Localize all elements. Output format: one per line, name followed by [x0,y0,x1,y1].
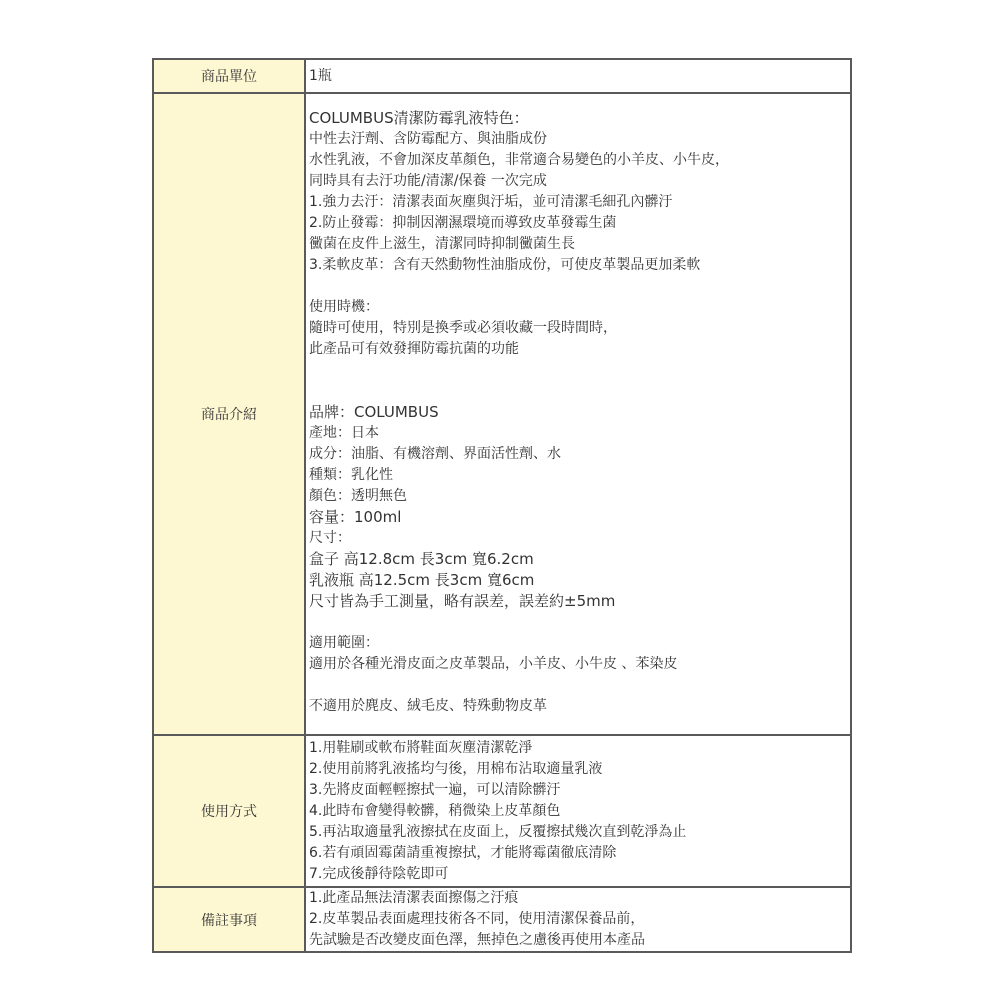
spec-origin: 產地：日本 [309,425,379,441]
features-line: 中性去汙劑、含防霉配方、與油脂成份 [309,131,547,147]
notes-label: 備註事項 [153,887,305,952]
features-line: 1.強力去汙：清潔表面灰塵與汙垢，並可清潔毛細孔內髒汙 [309,194,673,210]
spec-ingredients: 成分：油脂、有機溶劑、界面活性劑、水 [309,446,561,462]
spacer [309,276,850,297]
usage-step: 1.用鞋刷或軟布將鞋面灰塵清潔乾淨 [309,739,533,756]
features-line: 3.柔軟皮革：含有天然動物性油脂成份，可使皮革製品更加柔軟 [309,257,701,273]
features-block [309,108,850,276]
spec-row-usage [153,735,851,887]
intro-value [305,93,851,735]
features-title: COLUMBUS清潔防霉乳液特色： [309,109,529,127]
timing-block [309,297,850,360]
spec-row-intro [153,93,851,735]
usage-step: 3.先將皮面輕輕擦拭一遍，可以清除髒汙 [309,781,561,798]
spec-box-size: 盒子 高12.8cm 長3cm 寬6.2cm [309,550,534,568]
timing-line: 隨時可使用，特別是換季或必須收藏一段時間時， [309,320,617,336]
spacer [309,675,850,696]
features-line: 2.防止發霉：抑制因潮濕環境而導致皮革發霉生菌 [309,215,617,231]
spacer [309,360,850,402]
usage-step: 2.使用前將乳液搖均勻後，用棉布沾取適量乳液 [309,760,603,777]
usage-step: 4.此時布會變得較髒，稍微染上皮革顏色 [309,802,561,819]
spec-color: 顏色：透明無色 [309,488,407,504]
scope-block [309,633,850,675]
note-line: 2.皮革製品表面處理技術各不同，使用清潔保養品前， [309,911,645,927]
usage-step: 6.若有頑固霉菌請重複擦拭，才能將霉菌徹底清除 [309,844,617,861]
spec-bottle-size: 乳液瓶 高12.5cm 長3cm 寬6cm [309,571,535,589]
unit-label: 商品單位 [153,59,305,93]
usage-label: 使用方式 [153,735,305,887]
notes-value [305,887,851,952]
unit-value [305,59,851,93]
timing-line: 此產品可有效發揮防霉抗菌的功能 [309,341,519,357]
features-line: 水性乳液，不會加深皮革顏色，非常適合易變色的小羊皮、小牛皮， [309,152,729,168]
spec-type: 種類：乳化性 [309,467,393,483]
features-line: 同時具有去汙功能/清潔/保養 一次完成 [309,173,547,189]
timing-title: 使用時機： [309,299,379,315]
usage-step: 7.完成後靜待陰乾即可 [309,865,449,882]
features-line: 黴菌在皮件上滋生，清潔同時抑制黴菌生長 [309,236,575,252]
scope-line: 適用於各種光滑皮面之皮革製品，小羊皮、小牛皮 、苯染皮 [309,656,678,672]
unsuitable-line: 不適用於麂皮、絨毛皮、特殊動物皮革 [309,698,547,714]
note-line: 1.此產品無法清潔表面擦傷之汙痕 [309,890,519,906]
note-line: 先試驗是否改變皮面色澤，無掉色之慮後再使用本產品 [309,932,645,948]
product-spec-table [152,58,852,953]
spacer [309,612,850,633]
spec-row-unit [153,59,851,93]
intro-label: 商品介紹 [153,93,305,735]
usage-value [305,735,851,887]
spec-block [309,402,850,612]
scope-title: 適用範圍： [309,635,379,651]
unit-value-text: 1瓶 [309,67,332,84]
spec-size-note: 尺寸皆為手工測量，略有誤差，誤差約±5mm [309,592,616,610]
spec-row-notes [153,887,851,952]
spec-volume: 容量：100ml [309,508,402,526]
usage-step: 5.再沾取適量乳液擦拭在皮面上，反覆擦拭幾次直到乾淨為止 [309,823,687,840]
spec-size-title: 尺寸： [309,530,351,546]
spec-brand: 品牌：COLUMBUS [309,403,439,421]
